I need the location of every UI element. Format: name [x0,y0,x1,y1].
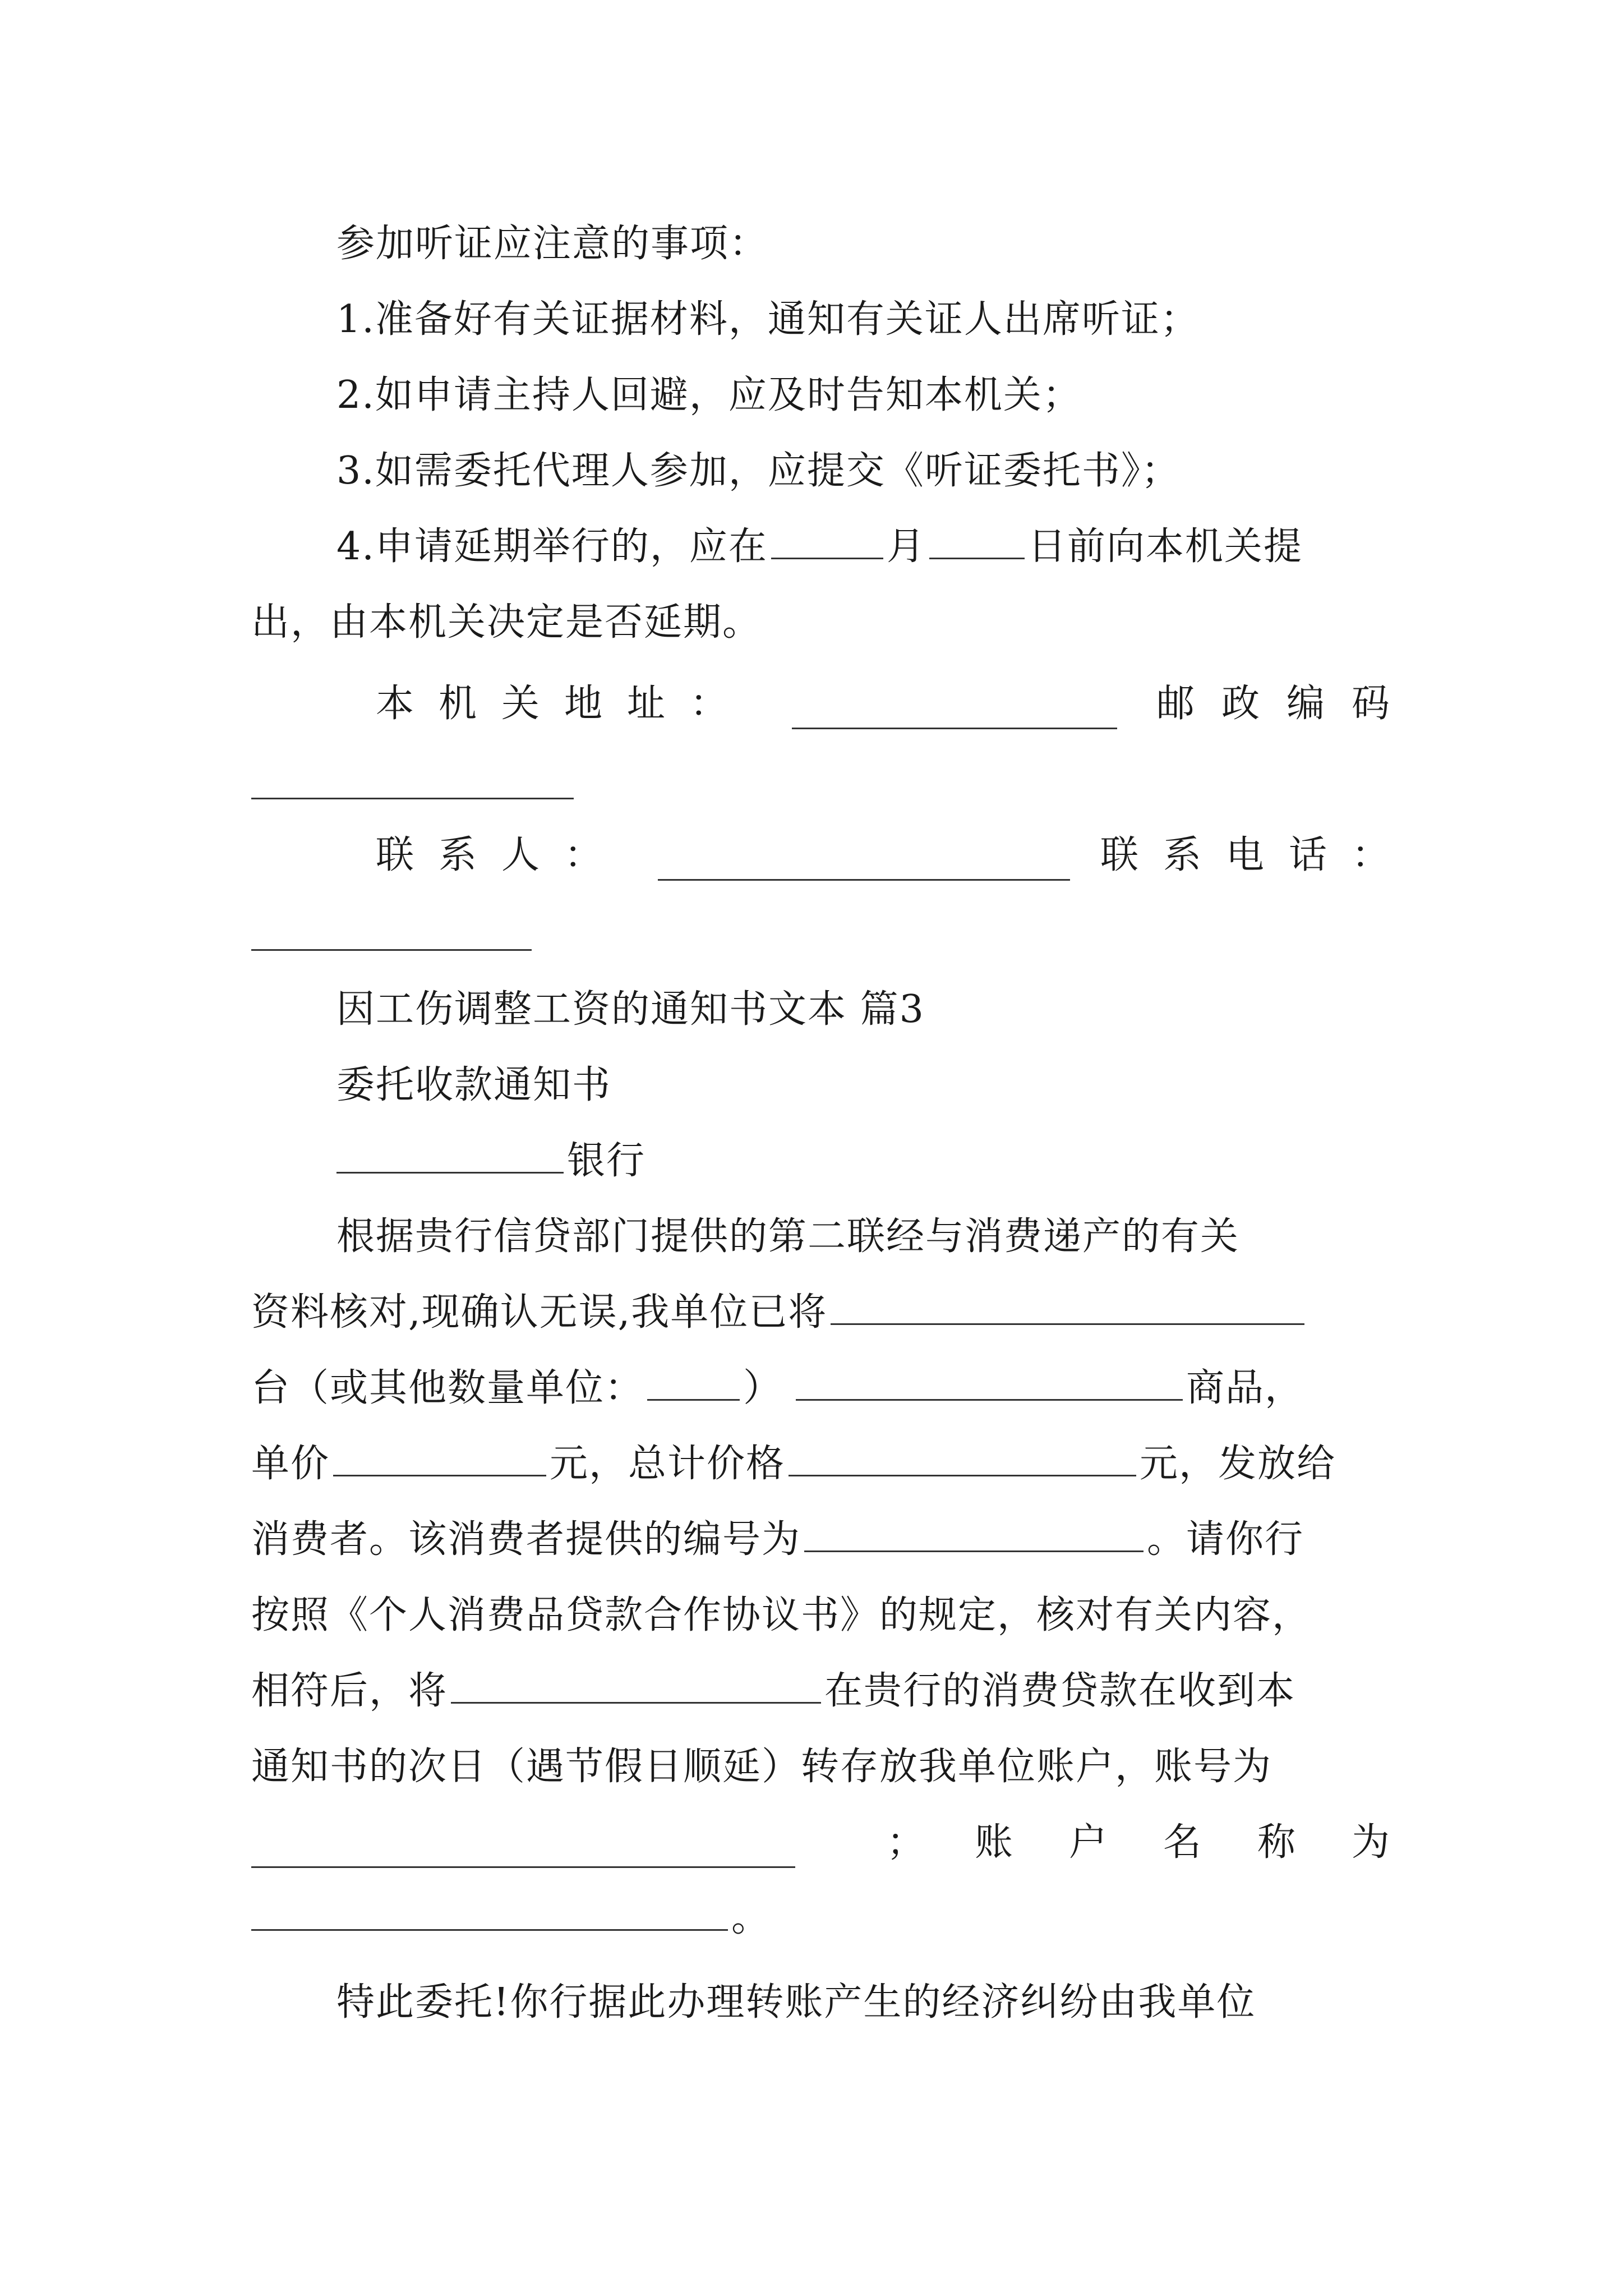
address-line [376,679,1417,729]
phone-blank [251,949,532,951]
account-name-label: 账户名称为 [974,1820,1446,1865]
notes-item-2: 2.如申请主持人回避，应及时告知本机关； [336,373,1082,417]
address-label: 本机关地址： [376,682,753,726]
paragraph-line-4-text-b: 元，总计价格 [550,1442,786,1486]
paragraph-line-10-end: 。 [731,1896,771,1940]
section-title: 因工伤调整工资的通知书文本 篇3 [336,987,925,1032]
notes-item-4-continued: 出，由本机关决定是否延期。 [251,600,762,645]
paragraph-line-5 [251,1515,1390,1565]
bank-name-blank [336,1138,564,1174]
contact-line [376,830,1414,881]
semicolon: ； [886,1820,926,1865]
notes-heading: 参加听证应注意的事项： [336,222,769,266]
notes-item-1: 1.准备好有关证据材料，通知有关证人出席听证； [336,297,1200,342]
unit-blank [647,1365,740,1401]
paragraph-line-3-text-a: 台（或其他数量单位： [251,1366,644,1410]
notes-item-4-text-a: 4.申请延期举行的，应在 [336,524,768,569]
paragraph-line-3-text-b: ） [743,1366,783,1410]
bank-line [336,1136,1390,1186]
paragraph-line-4-text-c: 元，发放给 [1140,1442,1336,1486]
contact-label: 联系人： [376,833,628,877]
paragraph-line-7 [251,1666,1390,1717]
notes-item-4-text-c: 日前向本机关提 [1027,524,1303,569]
paragraph-line-4-text-a: 单价 [251,1442,330,1486]
address-blank [792,694,1117,729]
bank-suffix: 银行 [567,1139,646,1183]
notes-item-3: 3.如需委托代理人参加，应提交《听证委托书》； [336,449,1181,493]
account-number-blank [251,1833,795,1868]
paragraph-line-2-text: 资料核对,现确认无误,我单位已将 [251,1290,828,1335]
paragraph-line-1: 根据贵行信贷部门提供的第二联经与消费递产的有关 [336,1214,1240,1259]
notes-item-4-text-b: 月 [886,524,926,569]
day-blank [929,524,1025,559]
quantity-blank [831,1290,1304,1325]
account-name-blank [251,1895,728,1931]
paragraph-line-10 [251,1893,1390,1944]
phone-label: 联系电话： [1100,833,1414,877]
month-blank [771,524,883,559]
paragraph-line-3-text-c: 商品， [1186,1366,1304,1410]
consumer-number-blank [804,1517,1144,1552]
contact-blank [658,845,1070,881]
paragraph-line-9 [251,1818,1446,1868]
paragraph-line-7-text-a: 相符后，将 [251,1669,448,1713]
paragraph-line-7-text-b: 在贵行的消费贷款在收到本 [824,1669,1296,1713]
paragraph-2-line-1: 特此委托!你行据此办理转账产生的经济纠纷由我单位 [336,1980,1256,2024]
paragraph-line-6: 按照《个人消费品贷款合作协议书》的规定，核对有关内容， [251,1593,1312,1637]
goods-blank [796,1365,1183,1401]
unit-price-blank [333,1441,546,1476]
paragraph-line-5-text-a: 消费者。该消费者提供的编号为 [251,1517,801,1562]
consumer-name-blank [451,1668,821,1704]
notes-item-4 [336,522,1390,572]
paragraph-line-2 [251,1287,1390,1338]
total-price-blank [789,1441,1136,1476]
paragraph-line-4 [251,1439,1390,1489]
postcode-label: 邮政编码 [1156,682,1417,726]
notice-title: 委托收款通知书 [336,1063,612,1107]
paragraph-line-3 [251,1363,1390,1414]
postcode-blank [251,798,574,799]
paragraph-line-8: 通知书的次日（遇节假日顺延）转存放我单位账户，账号为 [251,1745,1272,1789]
paragraph-line-5-text-b: 。请你行 [1147,1517,1304,1562]
